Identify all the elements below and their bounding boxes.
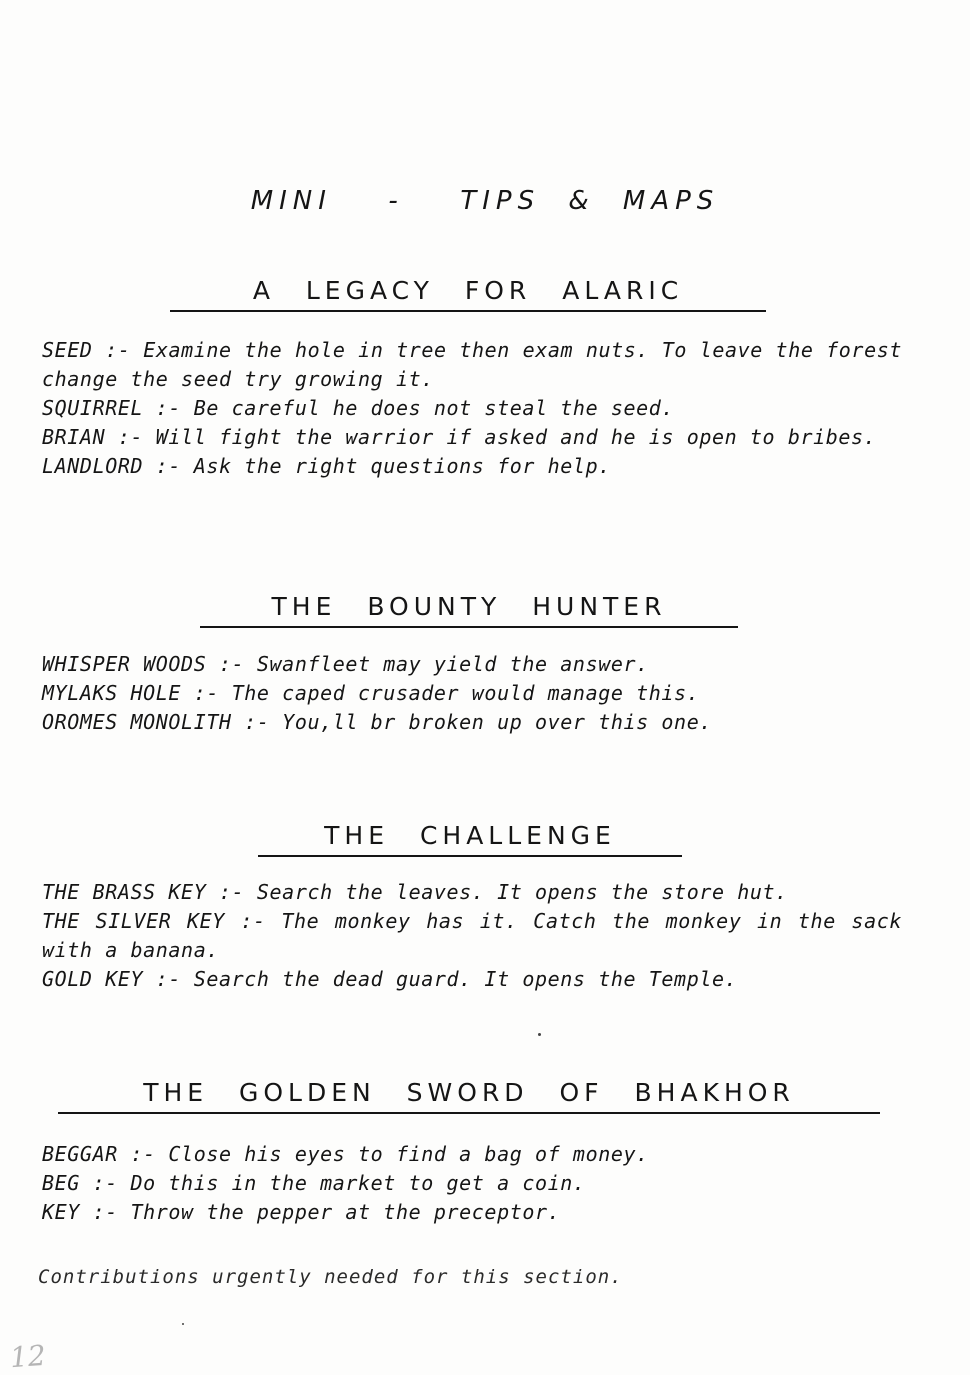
tip-line: SQUIRREL :- Be careful he does not steal the seed. bbox=[42, 396, 675, 420]
tip-line: GOLD KEY :- Search the dead guard. It opens the Temple. bbox=[42, 967, 738, 991]
section-heading-bounty-hunter bbox=[200, 592, 738, 622]
tip-line: OROMES MONOLITH :- You,ll br broken up over this one. bbox=[42, 710, 712, 734]
paper-speck bbox=[538, 1033, 541, 1036]
tip-line: KEY :- Throw the pepper at the preceptor. bbox=[42, 1200, 561, 1224]
tip-line: BRIAN :- Will fight the warrior if asked and he is open to bribes. bbox=[42, 425, 877, 449]
section-heading-text: THE BOUNTY HUNTER bbox=[271, 592, 667, 621]
section-body-bounty-hunter bbox=[42, 650, 902, 737]
tip-line: WHISPER WOODS :- Swanfleet may yield the answer. bbox=[42, 652, 649, 676]
section-heading-golden-sword bbox=[58, 1078, 880, 1108]
heading-underline bbox=[170, 310, 766, 312]
tip-line: THE SILVER KEY :- The monkey has it. Catch the monkey in the sack with a banana. bbox=[42, 909, 902, 962]
section-heading-text: THE GOLDEN SWORD OF BHAKHOR bbox=[143, 1078, 795, 1107]
section-heading-challenge bbox=[258, 821, 682, 851]
tip-line: THE BRASS KEY :- Search the leaves. It opens the store hut. bbox=[42, 880, 788, 904]
section-heading-text: A LEGACY FOR ALARIC bbox=[252, 276, 684, 305]
page-title: MINI - TIPS & MAPS bbox=[250, 186, 720, 216]
section-body-golden-sword bbox=[42, 1140, 902, 1227]
contributions-note: Contributions urgently needed for this section. bbox=[38, 1266, 623, 1288]
heading-underline bbox=[200, 626, 738, 628]
section-heading-alaric bbox=[170, 276, 766, 306]
section-heading-text: THE CHALLENGE bbox=[324, 821, 616, 850]
heading-underline bbox=[58, 1112, 880, 1114]
tip-line: LANDLORD :- Ask the right questions for help. bbox=[42, 454, 611, 478]
heading-underline bbox=[258, 855, 682, 857]
tip-line: MYLAKS HOLE :- The caped crusader would manage this. bbox=[42, 681, 700, 705]
tip-line: BEGGAR :- Close his eyes to find a bag of money. bbox=[42, 1142, 649, 1166]
section-body-challenge bbox=[42, 878, 902, 994]
tip-line: BEG :- Do this in the market to get a coin. bbox=[42, 1171, 586, 1195]
page-number: 12 bbox=[8, 1338, 47, 1375]
paper-speck bbox=[182, 1323, 184, 1325]
tip-line: SEED :- Examine the hole in tree then exam nuts. To leave the forest change the seed try growing it. bbox=[42, 338, 902, 391]
section-body-alaric bbox=[42, 336, 902, 481]
